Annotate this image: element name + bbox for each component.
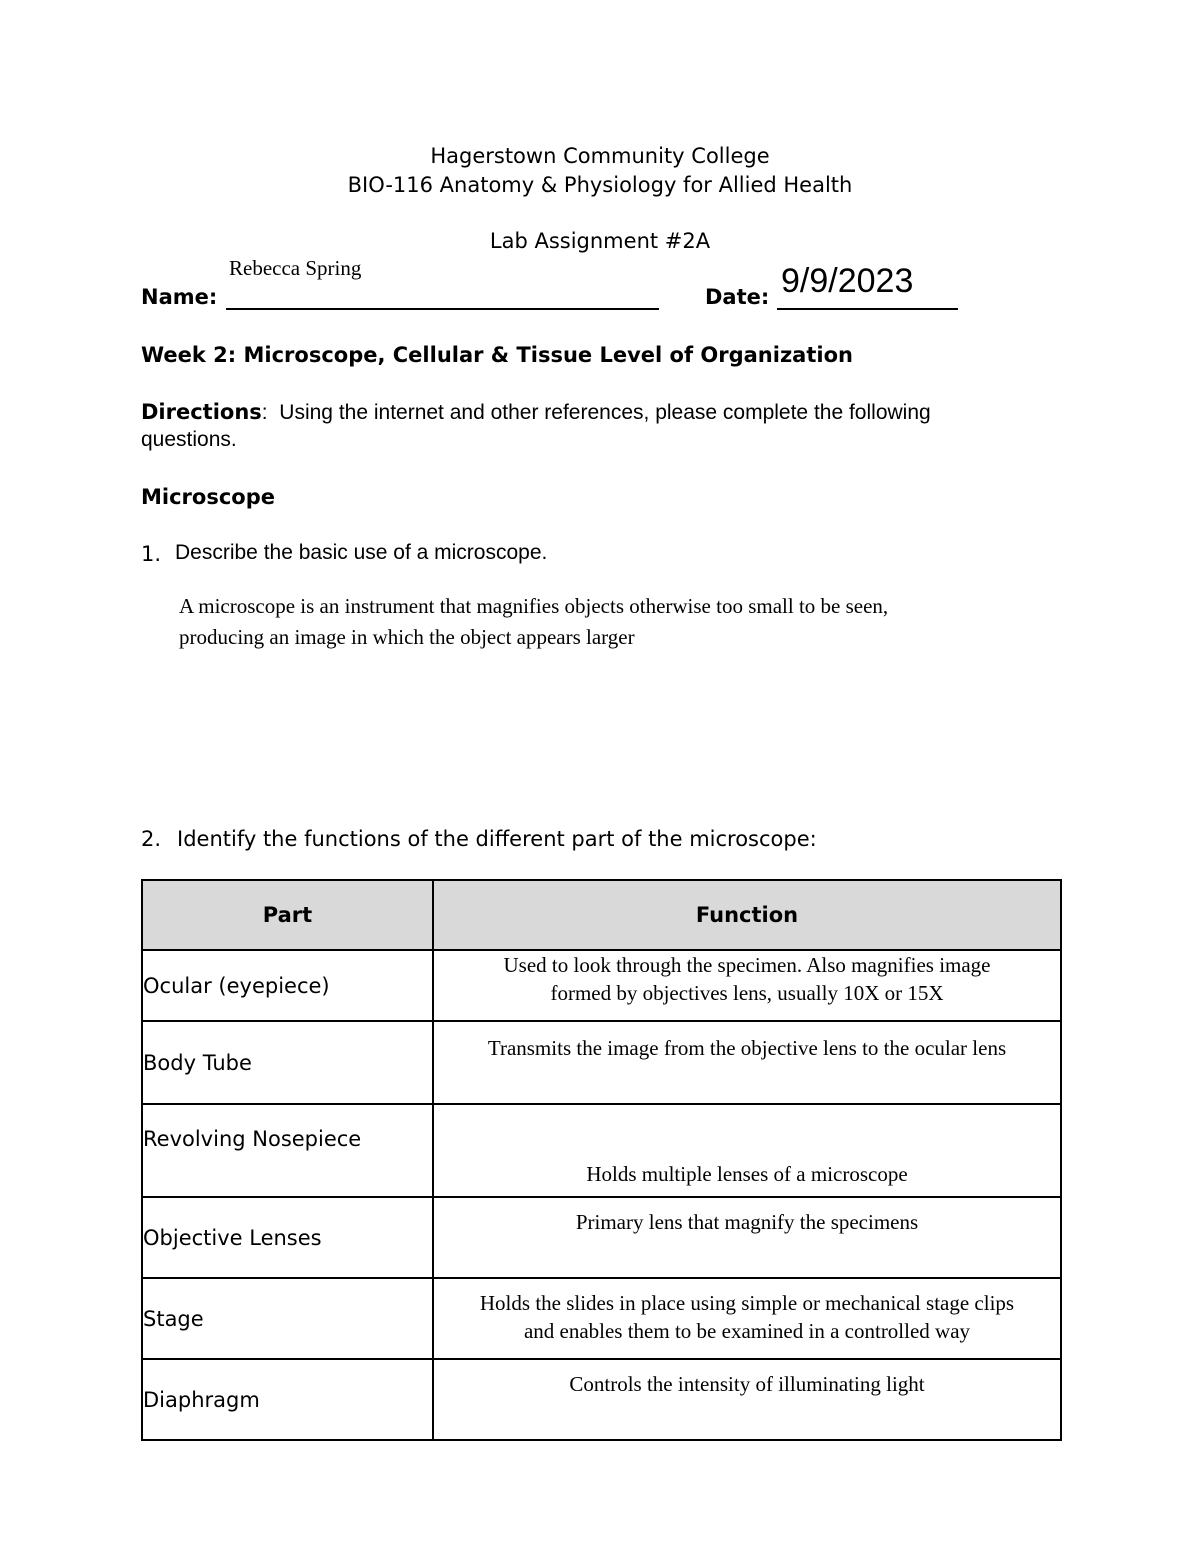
function-line: Holds the slides in place using simple or mechanical stage clips bbox=[479, 1291, 1015, 1315]
date-label: Date: bbox=[705, 285, 770, 309]
part-objective-lenses: Objective Lenses bbox=[142, 1197, 433, 1278]
date-value: 9/9/2023 bbox=[781, 262, 914, 300]
week-title: Week 2: Microscope, Cellular & Tissue Level of Organization bbox=[141, 343, 853, 367]
part-stage: Stage bbox=[142, 1278, 433, 1359]
table-row bbox=[142, 1197, 1061, 1278]
directions-text: : Using the internet and other references, please complete the following bbox=[261, 401, 931, 424]
table-row bbox=[142, 1104, 1061, 1197]
q1-number: 1. bbox=[141, 542, 162, 566]
name-underline bbox=[226, 308, 659, 310]
function-body-tube bbox=[433, 1021, 1061, 1104]
function-revolving-nosepiece bbox=[433, 1104, 1061, 1197]
function-line: Used to look through the specimen. Also magnifies image bbox=[503, 953, 991, 977]
function-line: and enables them to be examined in a controlled way bbox=[523, 1319, 971, 1343]
function-line: Transmits the image from the objective lens to the ocular lens bbox=[487, 1036, 1007, 1060]
q2-text: Identify the functions of the different part of the microscope: bbox=[177, 827, 817, 851]
directions-label: Directions bbox=[141, 400, 262, 424]
section-title: Microscope bbox=[141, 485, 275, 509]
part-ocular: Ocular (eyepiece) bbox=[142, 950, 433, 1021]
date-underline bbox=[777, 308, 958, 310]
q1-answer-line1: A microscope is an instrument that magnifies objects otherwise too small to be seen, bbox=[179, 594, 889, 618]
function-line: Holds multiple lenses of a microscope bbox=[586, 1162, 908, 1186]
directions bbox=[141, 400, 931, 425]
table-row bbox=[142, 950, 1061, 1021]
table-row bbox=[142, 1021, 1061, 1104]
function-stage bbox=[433, 1278, 1061, 1359]
part-revolving-nosepiece: Revolving Nosepiece bbox=[142, 1104, 433, 1197]
function-line: formed by objectives lens, usually 10X or 15X bbox=[550, 981, 944, 1005]
function-diaphragm bbox=[433, 1359, 1061, 1440]
part-diaphragm: Diaphragm bbox=[142, 1359, 433, 1440]
college-name: Hagerstown Community College bbox=[430, 144, 770, 168]
table-row bbox=[142, 1359, 1061, 1440]
course-title: BIO-116 Anatomy & Physiology for Allied Health bbox=[347, 173, 853, 197]
q2-number: 2. bbox=[141, 827, 162, 851]
assignment-title: Lab Assignment #2A bbox=[489, 229, 711, 253]
header-function: Function bbox=[433, 880, 1061, 950]
table-header-row bbox=[142, 880, 1061, 950]
header-part: Part bbox=[142, 880, 433, 950]
function-objective-lenses bbox=[433, 1197, 1061, 1278]
q1-text: Describe the basic use of a microscope. bbox=[175, 541, 548, 564]
table-row bbox=[142, 1278, 1061, 1359]
microscope-parts-table bbox=[141, 879, 1062, 1441]
q1-answer-line2: producing an image in which the object appears larger bbox=[179, 625, 635, 649]
function-ocular bbox=[433, 950, 1061, 1021]
directions-text-cont: questions. bbox=[141, 428, 237, 451]
function-line: Controls the intensity of illuminating light bbox=[569, 1372, 925, 1396]
part-body-tube: Body Tube bbox=[142, 1021, 433, 1104]
student-name-value: Rebecca Spring bbox=[229, 256, 362, 280]
function-line: Primary lens that magnify the specimens bbox=[575, 1210, 919, 1234]
name-label: Name: bbox=[141, 285, 218, 309]
